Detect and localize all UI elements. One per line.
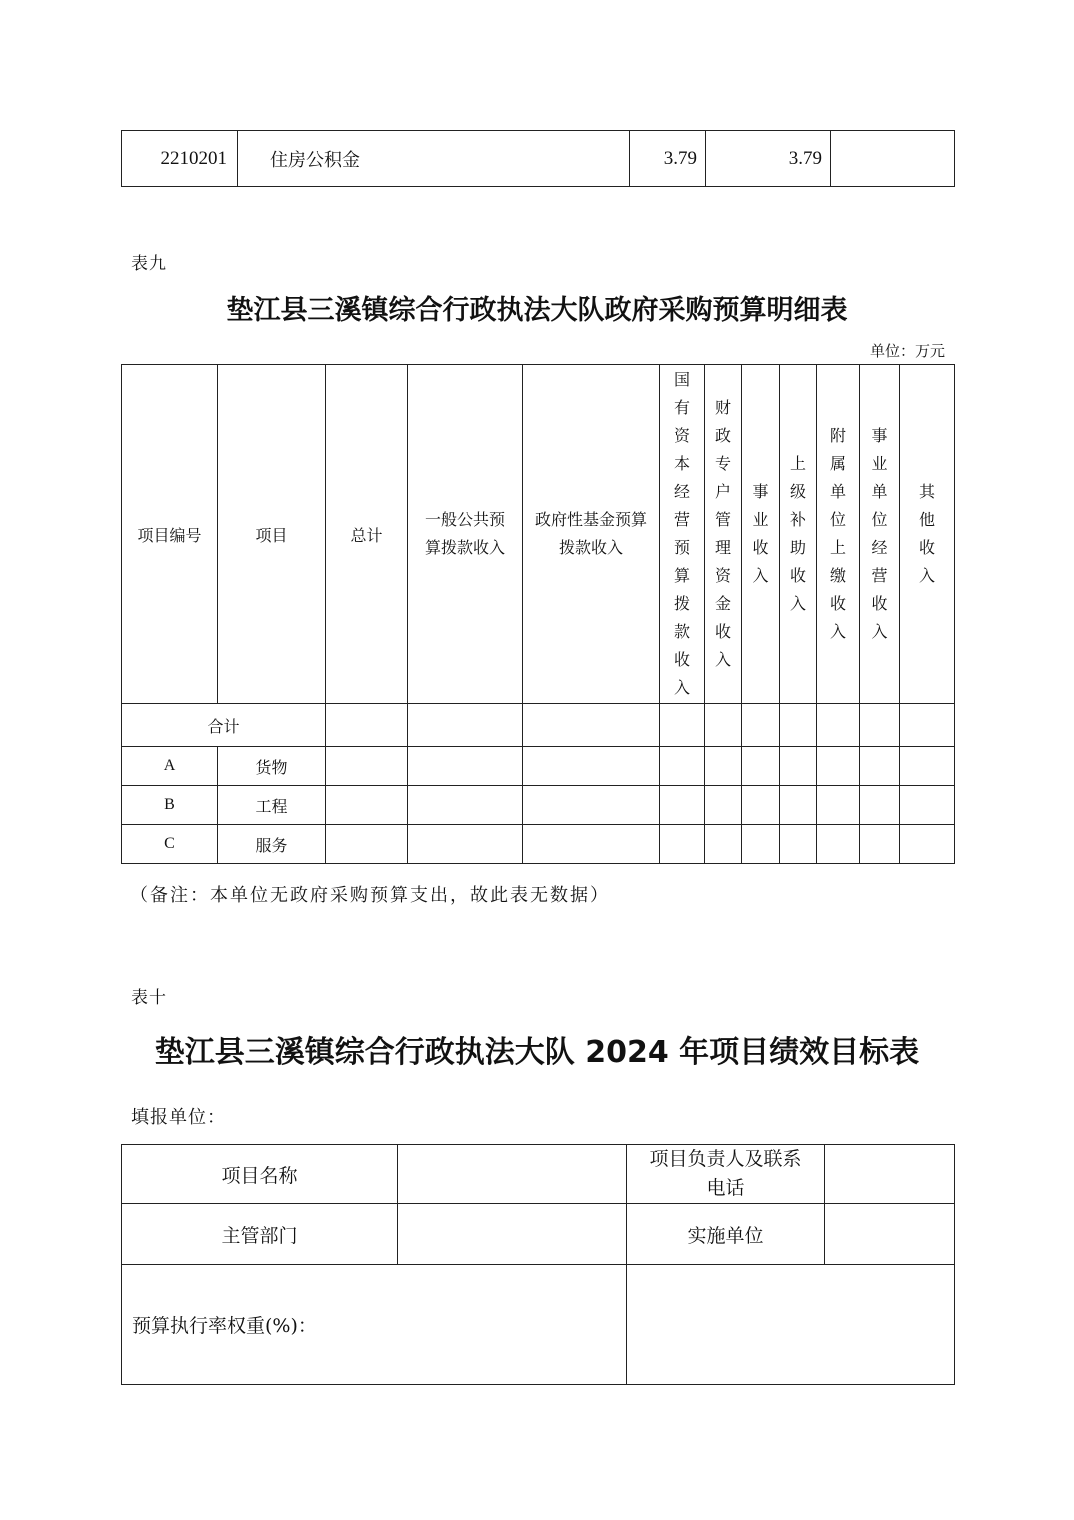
item-value: 3.79 [706, 131, 831, 187]
row-name: 工程 [218, 786, 326, 825]
column-header: 财政专户管理资金收入 [715, 398, 732, 669]
table-row [122, 747, 955, 786]
field-label: 主管部门 [122, 1204, 398, 1265]
item-value: 3.79 [630, 131, 706, 187]
field-value [398, 1204, 627, 1265]
page-title: 垫江县三溪镇综合行政执法大队 2024 年项目绩效目标表 [154, 1035, 920, 1070]
row-code: B [122, 786, 218, 825]
empty-cell [831, 131, 955, 187]
page-title: 垫江县三溪镇综合行政执法大队政府采购预算明细表 [226, 295, 848, 326]
table-header [122, 365, 955, 704]
row-code: C [122, 825, 218, 864]
field-value [398, 1145, 627, 1204]
continued-table [121, 130, 955, 187]
table-row [122, 786, 955, 825]
column-header: 附属单位上缴收入 [830, 426, 847, 641]
table-label: 表十 [131, 988, 167, 1008]
column-header: 国有资本经营预算拨款收入 [674, 370, 691, 697]
performance-table [121, 1144, 955, 1385]
column-header: 总计 [326, 365, 408, 704]
column-header: 一般公共预算拨款收入 [408, 365, 523, 704]
table-row [122, 1204, 955, 1265]
field-value [825, 1204, 955, 1265]
row-name: 服务 [218, 825, 326, 864]
filler-label: 填报单位： [131, 1107, 226, 1128]
procurement-table [121, 364, 955, 864]
field-label: 项目负责人及联系电话 [627, 1145, 825, 1204]
total-label: 合计 [122, 704, 326, 747]
column-header: 事业收入 [752, 482, 769, 585]
table-note: （备注：本单位无政府采购预算支出，故此表无数据） [130, 885, 610, 906]
item-name: 住房公积金 [238, 131, 630, 187]
field-label: 实施单位 [627, 1204, 825, 1265]
column-header: 上级补助收入 [790, 454, 807, 613]
total-row [122, 704, 955, 747]
row-code: A [122, 747, 218, 786]
column-header: 项目编号 [122, 365, 218, 704]
item-code: 2210201 [122, 131, 238, 187]
column-header: 政府性基金预算拨款收入 [523, 365, 660, 704]
table-label: 表九 [131, 254, 167, 274]
unit-label: 单位：万元 [870, 342, 946, 360]
field-label: 预算执行率权重(%)： [122, 1265, 627, 1385]
table-row [122, 131, 955, 187]
column-header: 其他收入 [919, 482, 936, 585]
field-value [825, 1145, 955, 1204]
column-header: 事业单位经营收入 [871, 426, 888, 641]
field-value [627, 1265, 955, 1385]
table-row [122, 1265, 955, 1385]
field-label: 项目名称 [122, 1145, 398, 1204]
row-name: 货物 [218, 747, 326, 786]
table-row [122, 1145, 955, 1204]
table-row [122, 825, 955, 864]
column-header: 项目 [218, 365, 326, 704]
